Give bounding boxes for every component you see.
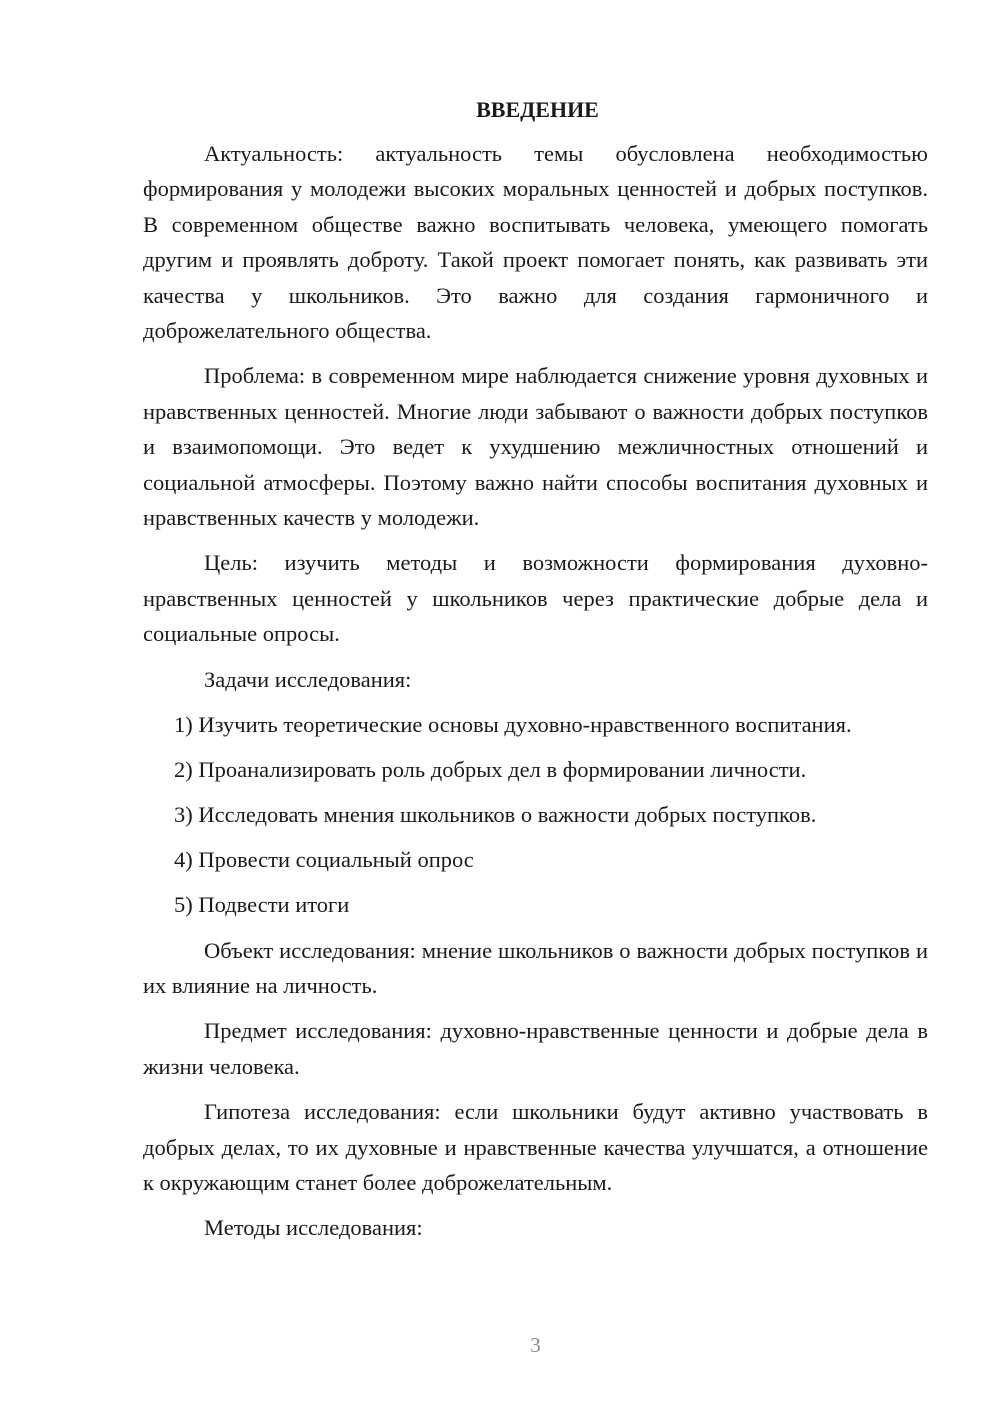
subject-paragraph: Предмет исследования: духовно-нравственные ценности и добрые дела в жизни человека. <box>143 1018 928 1079</box>
task-item: 5) Подвести итоги <box>174 892 350 918</box>
tasks-heading: Задачи исследования: <box>204 666 412 692</box>
methods-heading: Методы исследования: <box>204 1215 423 1241</box>
page-number: 3 <box>530 1333 541 1357</box>
object-paragraph: Объект исследования: мнение школьников о важности добрых поступков и их влияние на личность. <box>143 937 928 998</box>
goal-paragraph: Цель: изучить методы и возможности формирования духовно-нравственных ценностей у школьников через практические добрые дела и социальные опросы. <box>143 550 928 647</box>
task-item: 4) Провести социальный опрос <box>174 847 474 873</box>
problem-paragraph: Проблема: в современном мире наблюдается снижение уровня духовных и нравственных ценностей. Многие люди забывают о важности добрых поступков и взаимопомощи. Это ведет к ухудшению межличностных отношений и социальной атмосферы. Поэтому важно найти способы воспитания духовных и нравственных качеств у молодежи. <box>143 363 928 531</box>
task-item: 2) Проанализировать роль добрых дел в формировании личности. <box>174 757 807 783</box>
tasks-list <box>143 707 928 922</box>
hypothesis-paragraph: Гипотеза исследования: если школьники будут активно участвовать в добрых делах, то их духовные и нравственные качества улучшатся, а отношение к окружающим станет более доброжелательным. <box>143 1099 928 1195</box>
page-title: ВВЕДЕНИЕ <box>476 97 599 122</box>
task-item: 1) Изучить теоретические основы духовно-нравственного воспитания. <box>174 712 852 738</box>
relevance-paragraph: Актуальность: актуальность темы обусловлена необходимостью формирования у молодежи высоких моральных ценностей и добрых поступков. В современном обществе важно воспитывать человека, умеющего помогать другим и проявлять доброту. Такой проект помогает понять, как развивать эти качества у школьников. Это важно для создания гармоничного и доброжелательного общества. <box>143 141 928 344</box>
task-item: 3) Исследовать мнения школьников о важности добрых поступков. <box>174 802 817 828</box>
